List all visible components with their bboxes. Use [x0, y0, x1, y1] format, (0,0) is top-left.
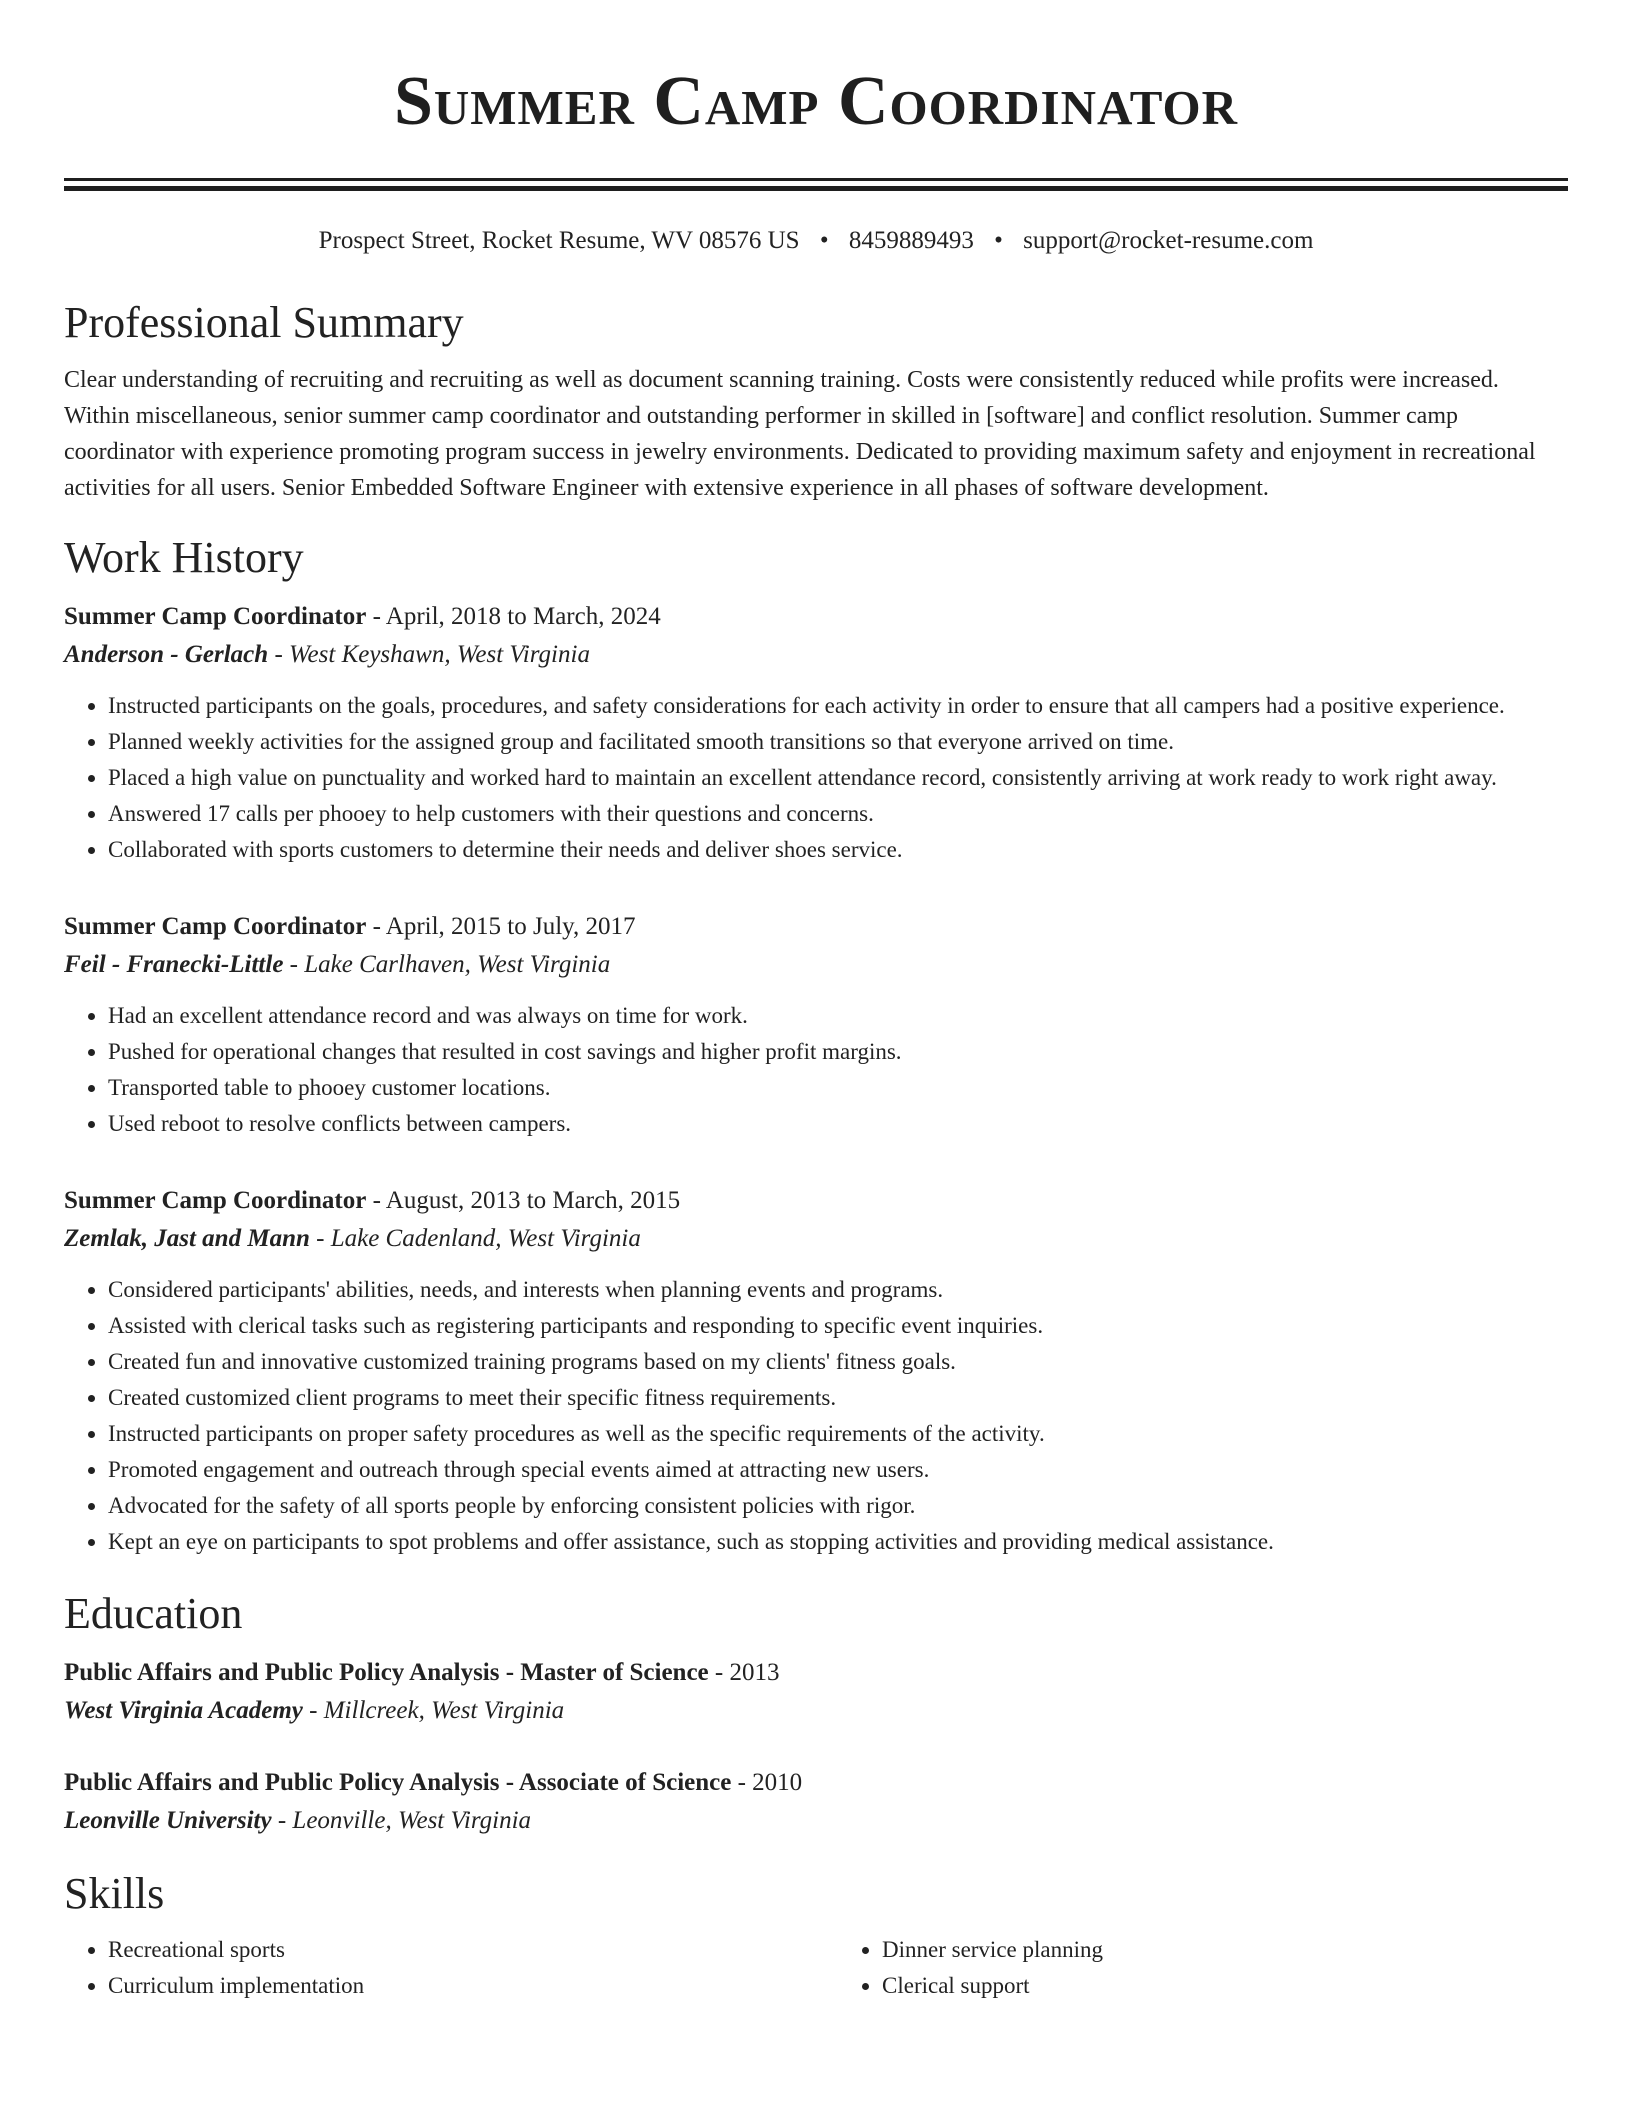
summary-text: Clear understanding of recruiting and recruiting as well as document scanning training. Costs were consistently reduced while profits were increased. Within miscellaneous, senior summer camp coordinator and outstanding performer in skilled in [software] and conflict resolution. Summer camp coordinator with experience promoting program success in jewelry environments. Dedicated to providing maximum safety and enjoyment in recreational activities for all users. Senior Embedded Software Engineer with extensive experience in all phases of software development. [64, 367, 1536, 501]
education-school-line [64, 1692, 1568, 1730]
job-entry [64, 908, 1568, 1142]
job-company: Zemlak, Jast and Mann [64, 1225, 310, 1252]
job-bullet: • Created customized client programs to meet their specific fitness requirements. [108, 1380, 1568, 1416]
contact-line [64, 225, 1568, 257]
job-title: Summer Camp Coordinator [64, 603, 367, 630]
resume-title: Summer Camp Coordinator [393, 63, 1239, 140]
contact-phone: 8459889493 [848, 227, 974, 254]
job-title: Summer Camp Coordinator [64, 1187, 367, 1214]
job-title-line [64, 598, 1568, 636]
job-bullet: • Created fun and innovative customized training programs based on my clients' fitness goals. [108, 1344, 1568, 1380]
education-degree: Public Affairs and Public Policy Analysis - Master of Science [64, 1659, 709, 1686]
job-company: Anderson - Gerlach [64, 641, 269, 668]
job-bullet: • Kept an eye on participants to spot problems and offer assistance, such as stopping activities and providing medical assistance. [108, 1524, 1568, 1560]
job-company-line [64, 636, 1568, 674]
job-company-line [64, 946, 1568, 984]
job-location: - West Keyshawn, West Virginia [268, 641, 590, 668]
education-location: - Leonville, West Virginia [271, 1807, 532, 1834]
job-bullet: • Pushed for operational changes that resulted in cost savings and higher profit margins. [108, 1034, 1568, 1070]
skill-item: • Curriculum implementation [108, 1968, 794, 2004]
job-bullet: • Assisted with clerical tasks such as registering participants and responding to specific event inquiries. [108, 1308, 1568, 1344]
job-bullet: • Planned weekly activities for the assigned group and facilitated smooth transitions so that everyone arrived on time. [108, 724, 1568, 760]
job-bullet: • Advocated for the safety of all sports people by enforcing consistent policies with rigor. [108, 1488, 1568, 1524]
education-entry [64, 1654, 1568, 1730]
contact-email[interactable]: support@rocket-resume.com [1023, 227, 1314, 254]
job-bullets [64, 1272, 1568, 1560]
education-degree-line [64, 1764, 1568, 1802]
job-bullets [64, 688, 1568, 868]
contact-separator: • [819, 227, 829, 254]
skill-item: • Clerical support [882, 1968, 1568, 2004]
job-location: - Lake Cadenland, West Virginia [309, 1225, 641, 1252]
education-degree-line [64, 1654, 1568, 1692]
section-heading-work: Work History [64, 533, 304, 582]
education-year: - 2010 [731, 1769, 803, 1796]
skills-column-left [64, 1932, 794, 2004]
job-bullet: • Instructed participants on the goals, procedures, and safety considerations for each activity in order to ensure that all campers had a positive experience. [108, 688, 1568, 724]
job-dates: - April, 2015 to July, 2017 [366, 913, 636, 940]
job-bullet: • Placed a high value on punctuality and worked hard to maintain an excellent attendance record, consistently arriving at work ready to work right away. [108, 760, 1568, 796]
job-title: Summer Camp Coordinator [64, 913, 367, 940]
skill-item: • Recreational sports [108, 1932, 794, 1968]
job-entry [64, 1182, 1568, 1560]
education-degree: Public Affairs and Public Policy Analysis - Associate of Science [64, 1769, 732, 1796]
education-location: - Millcreek, West Virginia [302, 1697, 565, 1724]
job-bullets [64, 998, 1568, 1142]
education-school: West Virginia Academy [64, 1697, 303, 1724]
skill-item: • Dinner service planning [882, 1932, 1568, 1968]
job-location: - Lake Carlhaven, West Virginia [283, 951, 611, 978]
title-divider-thin [64, 178, 1568, 181]
job-bullet: • Used reboot to resolve conflicts between campers. [108, 1106, 1568, 1142]
skills-grid [64, 1932, 1568, 2004]
education-school: Leonville University [64, 1807, 272, 1834]
job-entry [64, 598, 1568, 868]
education-entry [64, 1764, 1568, 1840]
job-bullet: • Instructed participants on proper safety procedures as well as the specific requirements of the activity. [108, 1416, 1568, 1452]
education-year: - 2013 [708, 1659, 780, 1686]
contact-separator: • [994, 227, 1003, 254]
job-dates: - April, 2018 to March, 2024 [366, 603, 661, 630]
section-heading-skills: Skills [64, 1869, 165, 1918]
title-divider-thick [64, 186, 1568, 191]
job-bullet: • Had an excellent attendance record and was always on time for work. [108, 998, 1568, 1034]
job-company-line [64, 1220, 1568, 1258]
section-heading-summary: Professional Summary [64, 298, 464, 347]
job-company: Feil - Franecki-Little [64, 951, 284, 978]
job-bullet: • Promoted engagement and outreach through special events aimed at attracting new users. [108, 1452, 1568, 1488]
section-heading-education: Education [64, 1589, 243, 1638]
job-title-line [64, 1182, 1568, 1220]
education-school-line [64, 1802, 1568, 1840]
job-title-line [64, 908, 1568, 946]
job-bullet: • Answered 17 calls per phooey to help customers with their questions and concerns. [108, 796, 1568, 832]
job-dates: - August, 2013 to March, 2015 [366, 1187, 681, 1214]
skills-column-right [838, 1932, 1568, 2004]
job-bullet: • Considered participants' abilities, needs, and interests when planning events and programs. [108, 1272, 1568, 1308]
job-bullet: • Transported table to phooey customer locations. [108, 1070, 1568, 1106]
contact-address: Prospect Street, Rocket Resume, WV 08576 US [318, 227, 800, 254]
job-bullet: • Collaborated with sports customers to determine their needs and deliver shoes service. [108, 832, 1568, 868]
